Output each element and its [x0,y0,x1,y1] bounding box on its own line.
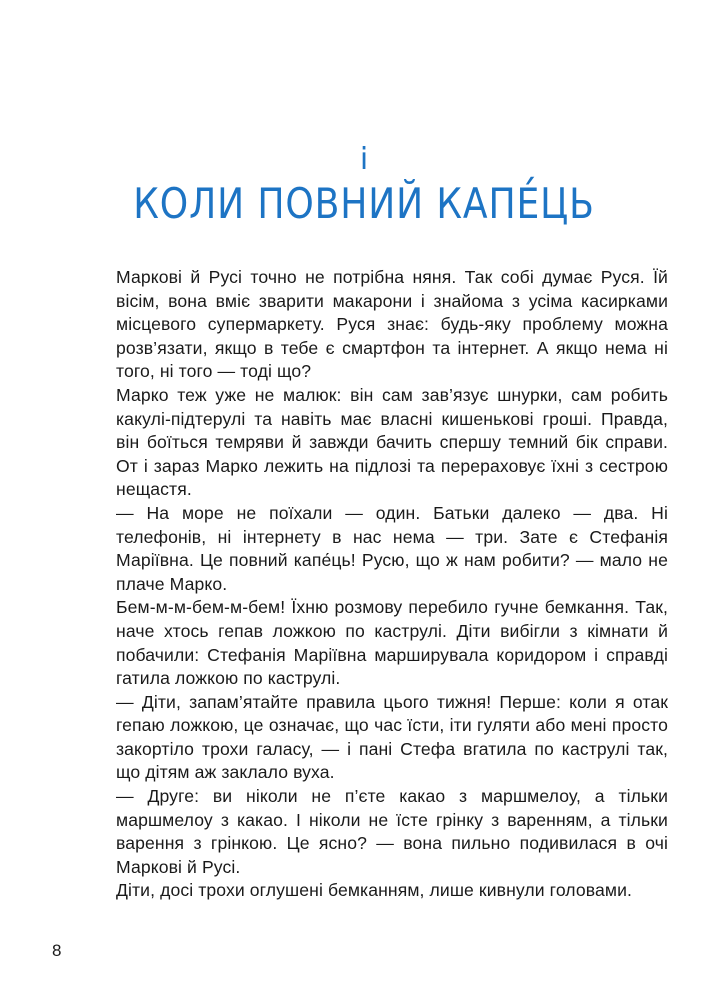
page-number: 8 [52,941,62,960]
paragraph-5: — Діти, запам’ятайте правила цього тижня! Перше: коли я отак гепаю ложкою, це означає, що час їсти, іти гуляти або мені просто закортіло трохи галасу, — і пані Стефа вгатила по каструлі так, що дітям аж заклало вуха. [116,691,668,783]
paragraph-7: Діти, досі трохи оглушені бемканням, лише кивнули головами. [116,880,633,901]
paragraph-1: Маркові й Русі точно не потрібна няня. Так собі думає Руся. Їй вісім, вона вміє зварити макарони і знайома з усіма касирками місцевого супермаркету. Руся знає: будь-яку проблему можна розв’язати, якщо в тебе є смартфон та інтернет. А якщо нема ні того, ні того — тоді що? [116,267,668,382]
body-text [116,266,668,903]
chapter-title: КОЛИ ПОВНИЙ КАПЕ́ЦЬ [133,179,595,228]
paragraph-3: — На море не поїхали — один. Батьки далеко — два. Ні телефонів, ні інтернету в нас нема — три. Зате є Стефанія Маріївна. Це повний капе́ць! Русю, що ж нам робити? — мало не плаче Марко. [116,502,668,594]
paragraph-2: Марко теж уже не малюк: він сам зав’язує шнурки, сам робить какулі-підтерулі та навіть має власні кишенькові гроші. Правда, він боїться темряви й завжди бачить спершу темний бік справи. От і зараз Марко лежить на підлозі та перераховує їхні з сестрою нещастя. [116,384,668,500]
chapter-number: і [359,142,369,177]
paragraph-4: Бем-м-м-бем-м-бем! Їхню розмову перебило гучне бемкання. Так, наче хтось гепав ложкою по каструлі. Діти вибігли з кімнати й побачили: Стефанія Маріївна марширувала коридором і справді гатила ложкою по каструлі. [116,597,668,689]
paragraph-6: — Друге: ви ніколи не п’єте какао з маршмелоу, а тільки маршмелоу з какао. І ніколи не їсте грінку з варенням, а тільки варення з грінкою. Це ясно? — вона пильно подивилася в очі Маркові й Русі. [116,786,668,877]
